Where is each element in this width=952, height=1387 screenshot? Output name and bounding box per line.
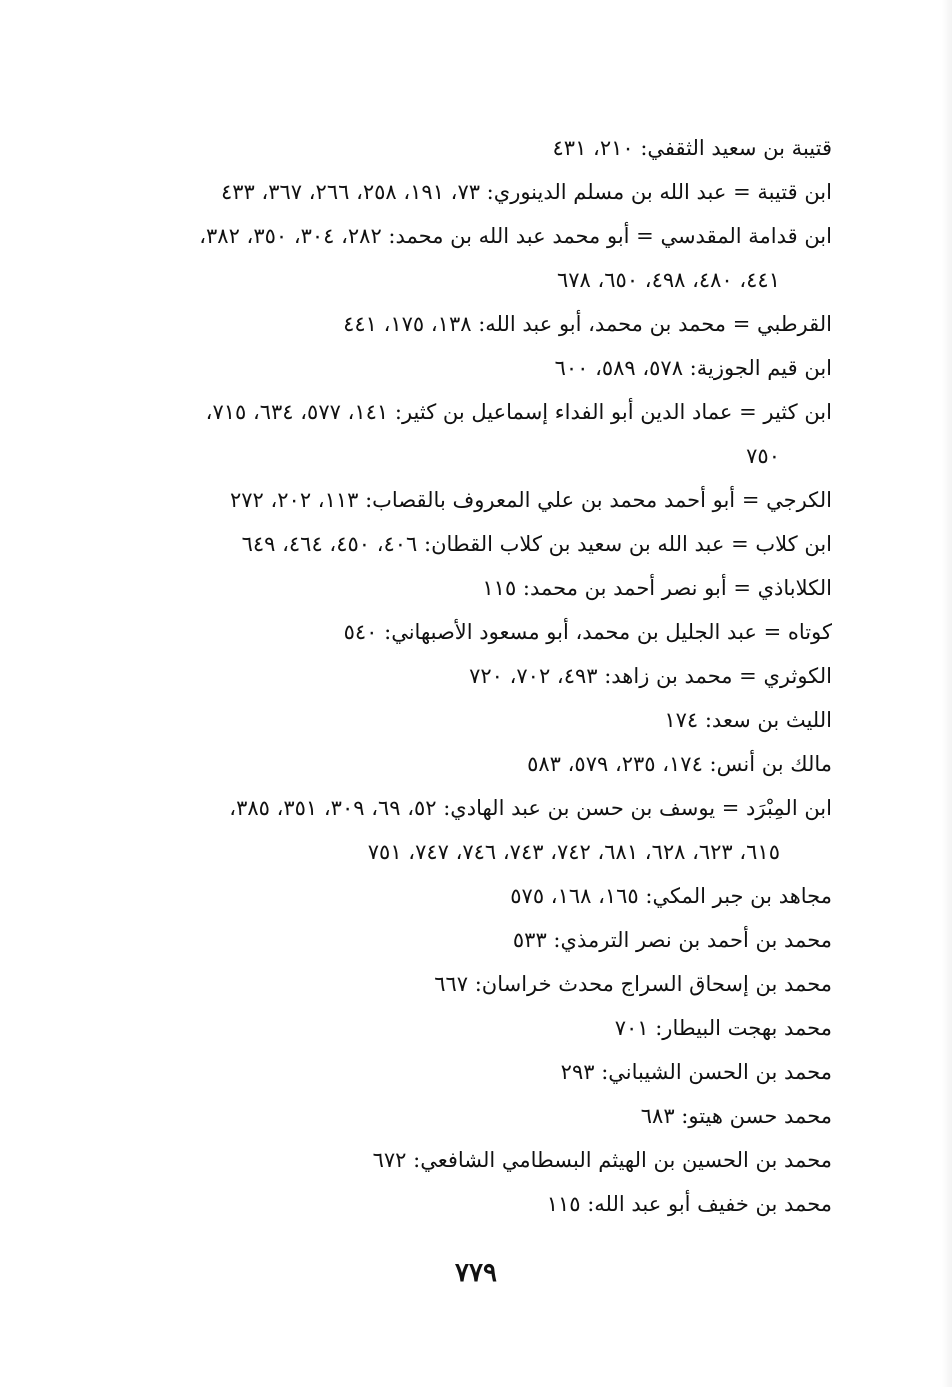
- index-entry: [118, 918, 832, 962]
- index-entry-continuation: ٦١٥، ٦٢٣، ٦٢٨، ٦٨١، ٧٤٢، ٧٤٣، ٧٤٦، ٧٤٧، ٧٥١: [367, 840, 780, 864]
- index-entry: [118, 1182, 832, 1226]
- index-entry-text: ابن كلاب = عبد الله بن سعيد بن كلاب القطان: ٤٠٦، ٤٥٠، ٤٦٤، ٦٤٩: [241, 532, 832, 556]
- index-entry-text: محمد بن إسحاق السراج محدث خراسان: ٦٦٧: [434, 972, 832, 996]
- index-entry: [118, 610, 832, 654]
- index-entry-text: مالك بن أنس: ١٧٤، ٢٣٥، ٥٧٩، ٥٨٣: [527, 752, 832, 776]
- index-entry-text: محمد بن الحسن الشيباني: ٢٩٣: [560, 1060, 832, 1084]
- index-entry-continuation: ٧٥٠: [746, 444, 780, 468]
- index-entry-text: محمد بن خفيف أبو عبد الله: ١١٥: [546, 1192, 832, 1216]
- scan-edge: [942, 0, 952, 1387]
- index-entry: [118, 478, 832, 522]
- index-entry: [118, 962, 832, 1006]
- index-entry: [118, 698, 832, 742]
- index-entry-text: مجاهد بن جبر المكي: ١٦٥، ١٦٨، ٥٧٥: [510, 884, 832, 908]
- index-entry: [118, 786, 832, 874]
- index-entry: [118, 346, 832, 390]
- index-entry: [118, 1006, 832, 1050]
- name-index-list: [118, 126, 832, 1226]
- index-entry: [118, 390, 832, 478]
- index-entry-text: ابن قيم الجوزية: ٥٧٨، ٥٨٩، ٦٠٠: [554, 356, 832, 380]
- index-entry-text: ابن المِبْرَد = يوسف بن حسن بن عبد الهادي: ٥٢، ٦٩، ٣٠٩، ٣٥١، ٣٨٥،: [229, 796, 832, 820]
- index-entry-text: محمد بن الحسين بن الهيثم البسطامي الشافعي: ٦٧٢: [372, 1148, 832, 1172]
- page-number: ٧٧٩: [455, 1258, 497, 1288]
- index-entry: [118, 170, 832, 214]
- index-entry-text: الكلاباذي = أبو نصر أحمد بن محمد: ١١٥: [482, 576, 832, 600]
- index-entry-text: الكوثري = محمد بن زاهد: ٤٩٣، ٧٠٢، ٧٢٠: [469, 664, 832, 688]
- index-entry: [118, 214, 832, 302]
- index-entry: [118, 1138, 832, 1182]
- index-entry: [118, 874, 832, 918]
- index-entry-text: الليث بن سعد: ١٧٤: [664, 708, 832, 732]
- index-entry-continuation: ٤٤١، ٤٨٠، ٤٩٨، ٦٥٠، ٦٧٨: [556, 268, 780, 292]
- index-entry: [118, 522, 832, 566]
- index-entry-text: قتيبة بن سعيد الثقفي: ٢١٠، ٤٣١: [552, 136, 832, 160]
- index-entry: [118, 1094, 832, 1138]
- index-entry: [118, 1050, 832, 1094]
- index-entry-text: محمد حسن هيتو: ٦٨٣: [640, 1104, 832, 1128]
- index-entry-text: ابن كثير = عماد الدين أبو الفداء إسماعيل بن كثير: ١٤١، ٥٧٧، ٦٣٤، ٧١٥،: [205, 400, 832, 424]
- index-entry: [118, 742, 832, 786]
- index-entry-text: كوتاه = عبد الجليل بن محمد، أبو مسعود الأصبهاني: ٥٤٠: [343, 620, 832, 644]
- index-entry-text: ابن قدامة المقدسي = أبو محمد عبد الله بن محمد: ٢٨٢، ٣٠٤، ٣٥٠، ٣٨٢،: [199, 224, 832, 248]
- index-entry: [118, 566, 832, 610]
- index-entry-text: القرطبي = محمد بن محمد، أبو عبد الله: ١٣٨، ١٧٥، ٤٤١: [343, 312, 832, 336]
- index-entry-text: ابن قتيبة = عبد الله بن مسلم الدينوري: ٧٣، ١٩١، ٢٥٨، ٢٦٦، ٣٦٧، ٤٣٣: [220, 180, 832, 204]
- index-entry-text: الكرجي = أبو أحمد محمد بن علي المعروف بالقصاب: ١١٣، ٢٠٢، ٢٧٢: [229, 488, 832, 512]
- index-entry: [118, 654, 832, 698]
- index-entry-text: محمد بهجت البيطار: ٧٠١: [614, 1016, 832, 1040]
- index-entry: [118, 126, 832, 170]
- index-entry-text: محمد بن أحمد بن نصر الترمذي: ٥٣٣: [512, 928, 832, 952]
- index-entry: [118, 302, 832, 346]
